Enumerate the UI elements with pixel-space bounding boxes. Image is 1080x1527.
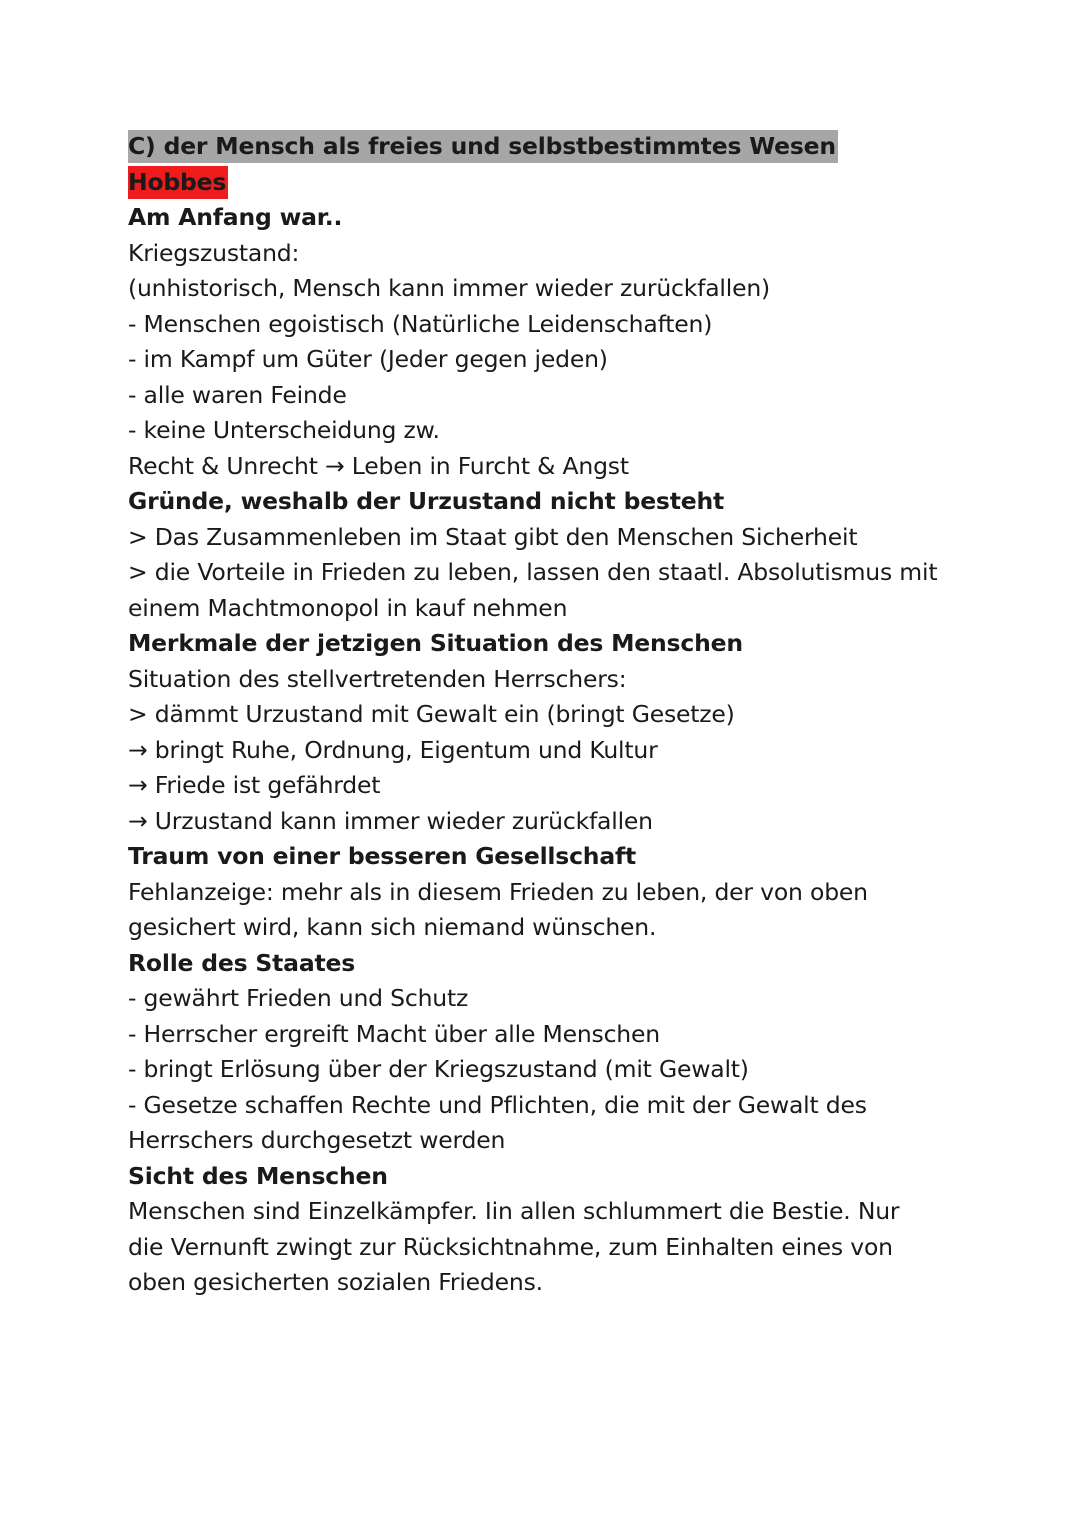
text-line: Fehlanzeige: mehr als in diesem Frieden zu leben, der von oben — [128, 877, 868, 906]
author-label: Hobbes — [128, 166, 228, 199]
document-page — [128, 129, 1008, 1301]
text-line: (unhistorisch, Mensch kann immer wieder zurückfallen) — [128, 274, 770, 302]
document-title: C) der Mensch als freies und selbstbestimmtes Wesen — [128, 130, 838, 163]
text-line: gesichert wird, kann sich niemand wünschen. — [128, 913, 657, 941]
text-line: Recht & Unrecht → Leben in Furcht & Angst — [128, 451, 629, 480]
title-line — [128, 129, 1008, 165]
text-line: → bringt Ruhe, Ordnung, Eigentum und Kultur — [128, 735, 658, 764]
text-line: oben gesicherten sozialen Friedens. — [128, 1268, 543, 1296]
section-heading: Rolle des Staates — [128, 948, 356, 977]
text-line: - bringt Erlösung über der Kriegszustand (mit Gewalt) — [128, 1055, 749, 1083]
section-heading: Am Anfang war.. — [128, 203, 343, 231]
text-line: Menschen sind Einzelkämpfer. Iin allen schlummert die Bestie. Nur — [128, 1197, 900, 1225]
text-line: - keine Unterscheidung zw. — [128, 416, 440, 444]
text-line: > die Vorteile in Frieden zu leben, lassen den staatl. Absolutismus mit — [128, 558, 938, 586]
text-line: → Friede ist gefährdet — [128, 771, 381, 799]
text-line: - Menschen egoistisch (Natürliche Leidenschaften) — [128, 309, 713, 338]
text-line: - Gesetze schaffen Rechte und Pflichten, die mit der Gewalt des — [128, 1090, 867, 1119]
text-line: - im Kampf um Güter (Jeder gegen jeden) — [128, 345, 608, 373]
section-heading: Traum von einer besseren Gesellschaft — [128, 842, 637, 870]
document-body — [128, 200, 1008, 1301]
text-line: Herrschers durchgesetzt werden — [128, 1126, 506, 1154]
text-line: - Herrscher ergreift Macht über alle Menschen — [128, 1019, 660, 1048]
section-heading: Merkmale der jetzigen Situation des Menschen — [128, 629, 743, 657]
text-line: Situation des stellvertretenden Herrschers: — [128, 664, 627, 693]
text-line: die Vernunft zwingt zur Rücksichtnahme, zum Einhalten eines von — [128, 1232, 893, 1261]
section-heading: Gründe, weshalb der Urzustand nicht besteht — [128, 487, 725, 515]
section-heading: Sicht des Menschen — [128, 1161, 388, 1190]
text-line: - alle waren Feinde — [128, 380, 347, 409]
text-line: → Urzustand kann immer wieder zurückfallen — [128, 806, 653, 835]
text-line: > Das Zusammenleben im Staat gibt den Menschen Sicherheit — [128, 522, 858, 551]
author-line — [128, 165, 1008, 201]
text-line: > dämmt Urzustand mit Gewalt ein (bringt Gesetze) — [128, 700, 735, 728]
text-line: - gewährt Frieden und Schutz — [128, 984, 469, 1012]
text-line: einem Machtmonopol in kauf nehmen — [128, 593, 568, 622]
text-line: Kriegszustand: — [128, 238, 300, 267]
